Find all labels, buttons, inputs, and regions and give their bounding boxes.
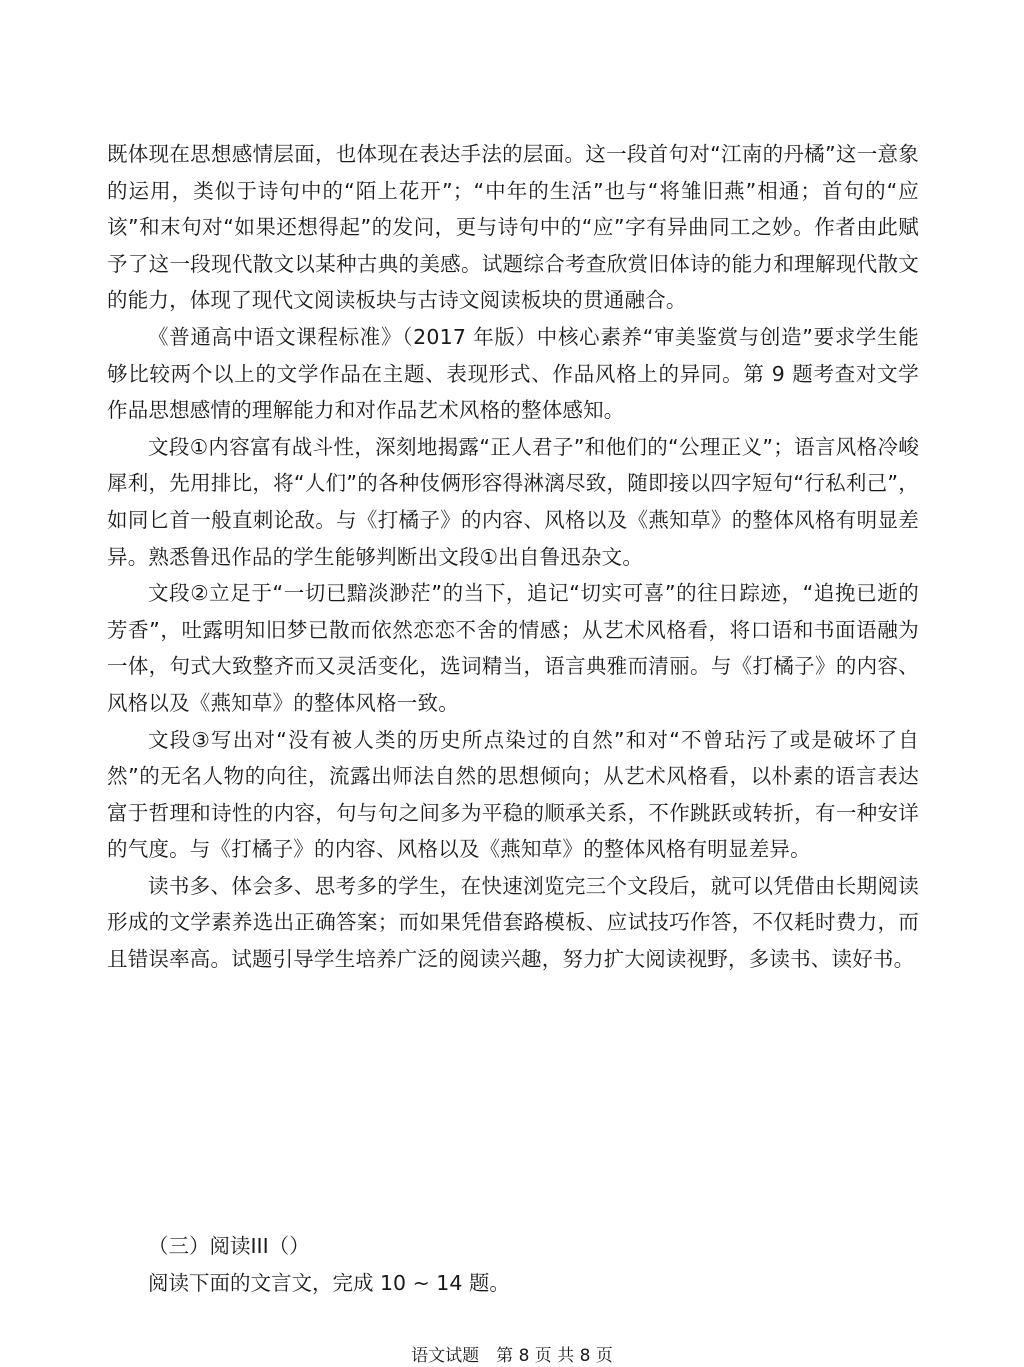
section-instruction: 阅读下面的文言文，完成 10 ~ 14 题。 [148,1270,510,1295]
paragraph-passage-3: 文段③写出对“没有被人类的历史所点染过的自然”和对“不曾玷污了或是破坏了自然”的无名人物的向往，流露出师法自然的思想倾向；从艺术风格看，以朴素的语言表达富于哲理和诗性的内容，句与句之间多为平稳的顺承关系，不作跳跃或转折，有一种安详的气度。与《打橘子》的内容、风格以及《燕知草》的整体风格有明显差异。 [107,727,919,862]
section-heading: （三）阅读III（） [148,1234,310,1258]
paragraph-continuation: 既体现在思想感情层面，也体现在表达手法的层面。这一段首句对“江南的丹橘”这一意象的运用，类似于诗句中的“陌上花开”；“中年的生活”也与“将雏旧燕”相通；首句的“应该”和末句对“如果还想得起”的发问，更与诗句中的“应”字有异曲同工之妙。作者由此赋予了这一段现代散文以某种古典的美感。试题综合考查欣赏旧体诗的能力和理解现代散文的能力，体现了现代文阅读板块与古诗文阅读板块的贯通融合。 [107,142,919,313]
answer-analysis-text [107,136,919,978]
paragraph-conclusion: 读书多、体会多、思考多的学生，在快速浏览完三个文段后，就可以凭借由长期阅读形成的文学素养选出正确答案；而如果凭借套路模板、应试技巧作答，不仅耗时费力，而且错误率高。试题引导学生培养广泛的阅读兴趣，努力扩大阅读视野，多读书、读好书。 [107,873,919,972]
page-footer: 语文试题 第 8 页 共 8 页 [411,1346,613,1366]
paragraph-passage-1: 文段①内容富有战斗性，深刻地揭露“正人君子”和他们的“公理正义”；语言风格冷峻犀利，先用排比，将“人们”的各种伎俩形容得淋漓尽致，随即接以四字短句“行私利己”，如同匕首一般直刺论敌。与《打橘子》的内容、风格以及《燕知草》的整体风格有明显差异。熟悉鲁迅作品的学生能够判断出文段①出自鲁迅杂文。 [107,434,919,569]
paragraph-curriculum-standard: 《普通高中语文课程标准》（2017 年版）中核心素养“审美鉴赏与创造”要求学生能够比较两个以上的文学作品在主题、表现形式、作品风格上的异同。第 9 题考查对文学作品思想感情的理解能力和对作品艺术风格的整体感知。 [107,324,919,423]
paragraph-passage-2: 文段②立足于“一切已黯淡渺茫”的当下，追记“切实可喜”的往日踪迹，“追挽已逝的芳香”，吐露明知旧梦已散而依然恋恋不舍的情感；从艺术风格看，将口语和书面语融为一体，句式大致整齐而又灵活变化，选词精当，语言典雅而清丽。与《打橘子》的内容、风格以及《燕知草》的整体风格一致。 [107,581,919,715]
reading-section-three [148,1228,918,1301]
